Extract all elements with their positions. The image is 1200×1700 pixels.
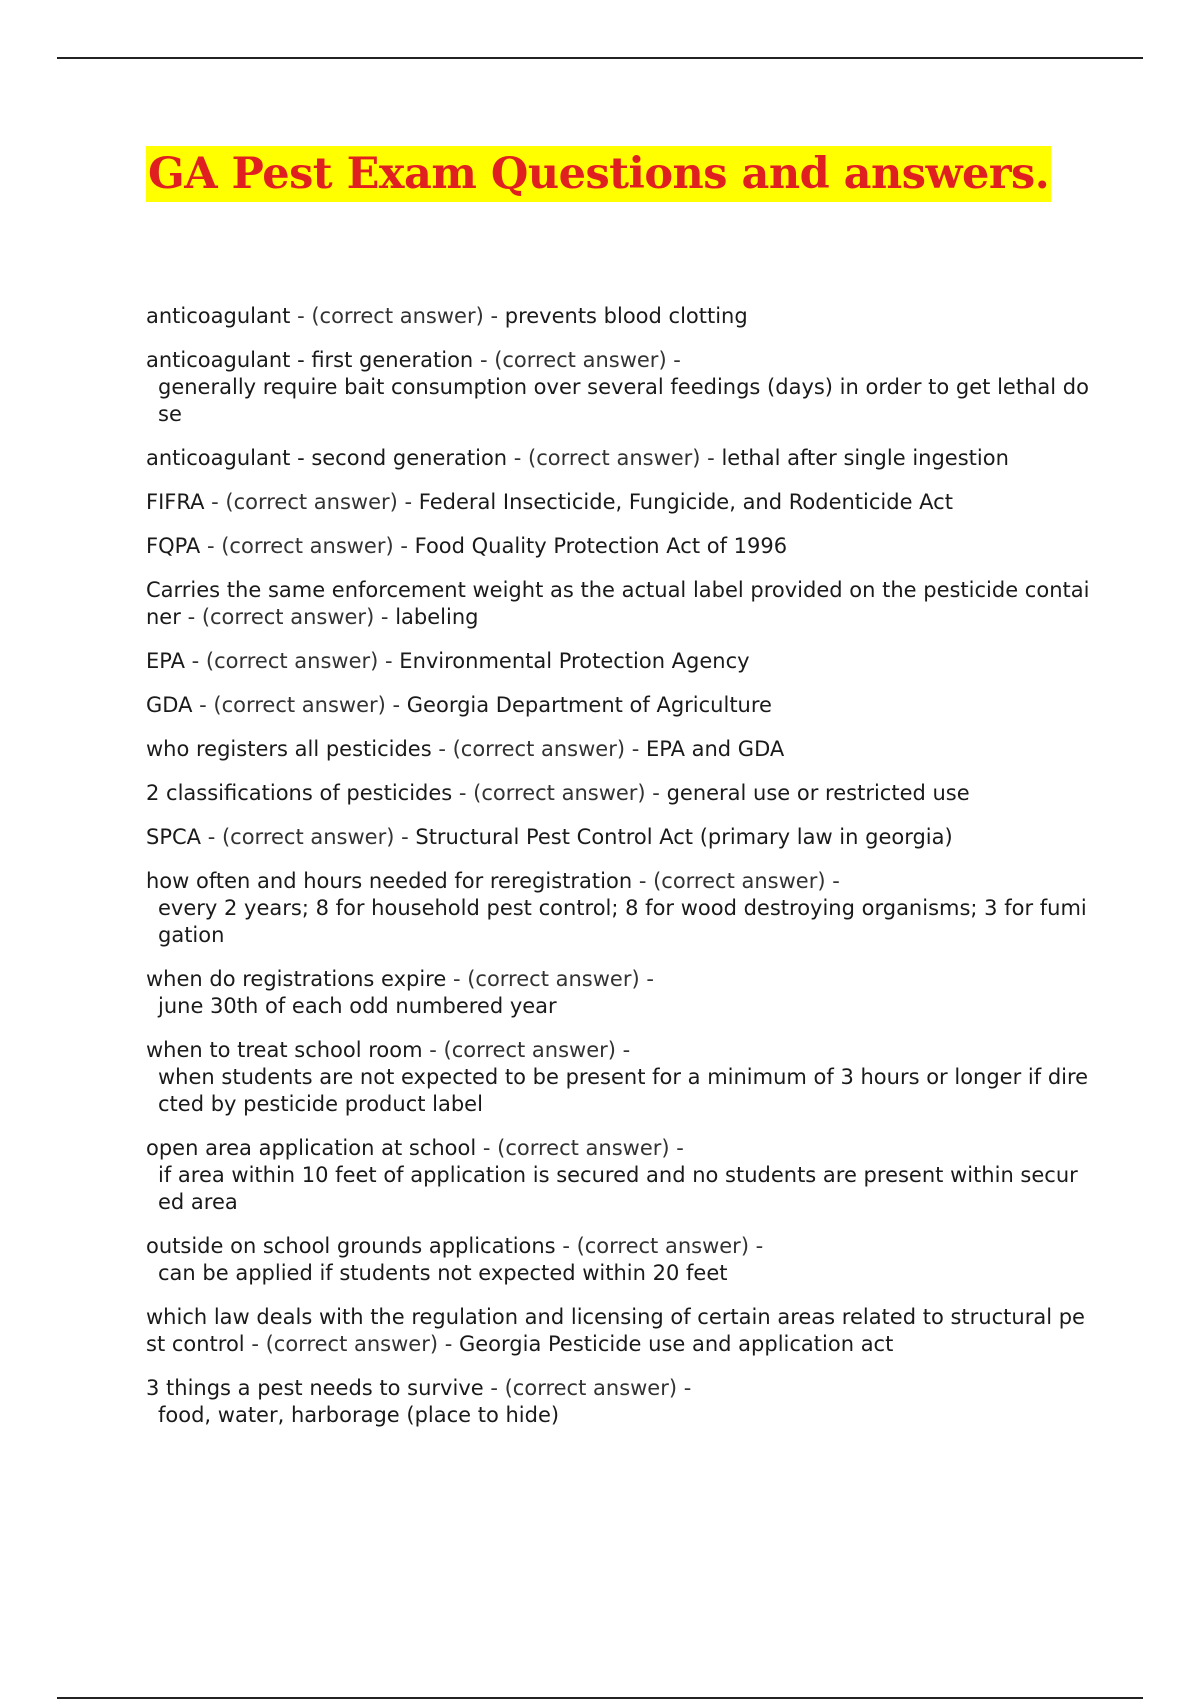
answer-marker: - (correct answer) - — [206, 534, 408, 558]
question-text: how often and hours needed for reregistration — [146, 869, 633, 893]
question-text: SPCA — [146, 825, 202, 849]
answer-text: Georgia Department of Agriculture — [406, 693, 772, 717]
question-text: which law deals with the regulation and licensing of certain areas related to structural pest control — [146, 1305, 1085, 1356]
bottom-divider — [57, 1697, 1143, 1699]
question-text: FIFRA — [146, 490, 205, 514]
answer-text: every 2 years; 8 for household pest control; 8 for wood destroying organisms; 3 for fumigation — [158, 896, 1087, 947]
question-text: GDA — [146, 693, 193, 717]
answer-marker: - (correct answer) - — [438, 737, 640, 761]
question-text: 3 things a pest needs to survive — [146, 1376, 484, 1400]
answer-marker: - (correct answer) - — [211, 490, 413, 514]
qa-item — [146, 736, 1090, 763]
answer-text: generally require bait consumption over several feedings (days) in order to get lethal dose — [158, 375, 1089, 426]
top-divider — [57, 57, 1143, 59]
qa-item — [146, 577, 1090, 631]
answer-text: Georgia Pesticide use and application act — [458, 1332, 894, 1356]
answer-marker: - (correct answer) - — [429, 1038, 631, 1062]
question-text: 2 classifications of pesticides — [146, 781, 453, 805]
answer-marker: - (correct answer) - — [513, 446, 715, 470]
answer-marker: - (correct answer) - — [207, 825, 409, 849]
answer-marker: - (correct answer) - — [452, 967, 654, 991]
qa-item — [146, 303, 1090, 330]
qa-item — [146, 445, 1090, 472]
qa-item — [146, 966, 1090, 1020]
qa-item — [146, 1304, 1090, 1358]
qa-item — [146, 648, 1090, 675]
answer-text: EPA and GDA — [645, 737, 785, 761]
answer-marker: - (correct answer) - — [562, 1234, 764, 1258]
question-text: outside on school grounds applications — [146, 1234, 556, 1258]
document-title: GA Pest Exam Questions and answers. — [146, 146, 1051, 202]
answer-marker: - (correct answer) - — [191, 649, 393, 673]
question-text: when to treat school room — [146, 1038, 423, 1062]
answer-text: Environmental Protection Agency — [399, 649, 750, 673]
answer-marker: - (correct answer) - — [479, 348, 681, 372]
answer-text: prevents blood clotting — [504, 304, 748, 328]
question-text: who registers all pesticides — [146, 737, 432, 761]
answer-text: food, water, harborage (place to hide) — [158, 1403, 560, 1427]
question-text: Carries the same enforcement weight as the actual label provided on the pesticide container — [146, 578, 1090, 629]
qa-item — [146, 1135, 1090, 1216]
answer-text: can be applied if students not expected within 20 feet — [158, 1261, 728, 1285]
answer-text: general use or restricted use — [666, 781, 970, 805]
question-text: open area application at school — [146, 1136, 477, 1160]
title-block — [146, 146, 1051, 202]
question-text: EPA — [146, 649, 185, 673]
qa-list — [146, 303, 1090, 1446]
qa-item — [146, 780, 1090, 807]
qa-item — [146, 1233, 1090, 1287]
qa-item — [146, 824, 1090, 851]
answer-marker: - (correct answer) - — [251, 1332, 453, 1356]
question-text: when do registrations expire — [146, 967, 447, 991]
question-text: FQPA — [146, 534, 201, 558]
answer-text: lethal after single ingestion — [721, 446, 1009, 470]
qa-item — [146, 347, 1090, 428]
answer-marker: - (correct answer) - — [482, 1136, 684, 1160]
answer-marker: - (correct answer) - — [490, 1376, 692, 1400]
qa-item — [146, 489, 1090, 516]
answer-marker: - (correct answer) - — [297, 304, 499, 328]
question-text: anticoagulant — [146, 304, 291, 328]
answer-text: Food Quality Protection Act of 1996 — [414, 534, 788, 558]
answer-text: labeling — [395, 605, 479, 629]
qa-item — [146, 1037, 1090, 1118]
qa-item — [146, 1375, 1090, 1429]
answer-text: if area within 10 feet of application is secured and no students are present within secured area — [158, 1163, 1078, 1214]
answer-text: Structural Pest Control Act (primary law in georgia) — [415, 825, 953, 849]
question-text: anticoagulant - second generation — [146, 446, 508, 470]
answer-text: Federal Insecticide, Fungicide, and Rodenticide Act — [418, 490, 953, 514]
qa-item — [146, 533, 1090, 560]
answer-marker: - (correct answer) - — [187, 605, 389, 629]
qa-item — [146, 692, 1090, 719]
answer-marker: - (correct answer) - — [458, 781, 660, 805]
answer-marker: - (correct answer) - — [638, 869, 840, 893]
question-text: anticoagulant - first generation — [146, 348, 474, 372]
qa-item — [146, 868, 1090, 949]
answer-marker: - (correct answer) - — [199, 693, 401, 717]
answer-text: june 30th of each odd numbered year — [158, 994, 557, 1018]
answer-text: when students are not expected to be present for a minimum of 3 hours or longer if directed by pesticide product label — [158, 1065, 1089, 1116]
